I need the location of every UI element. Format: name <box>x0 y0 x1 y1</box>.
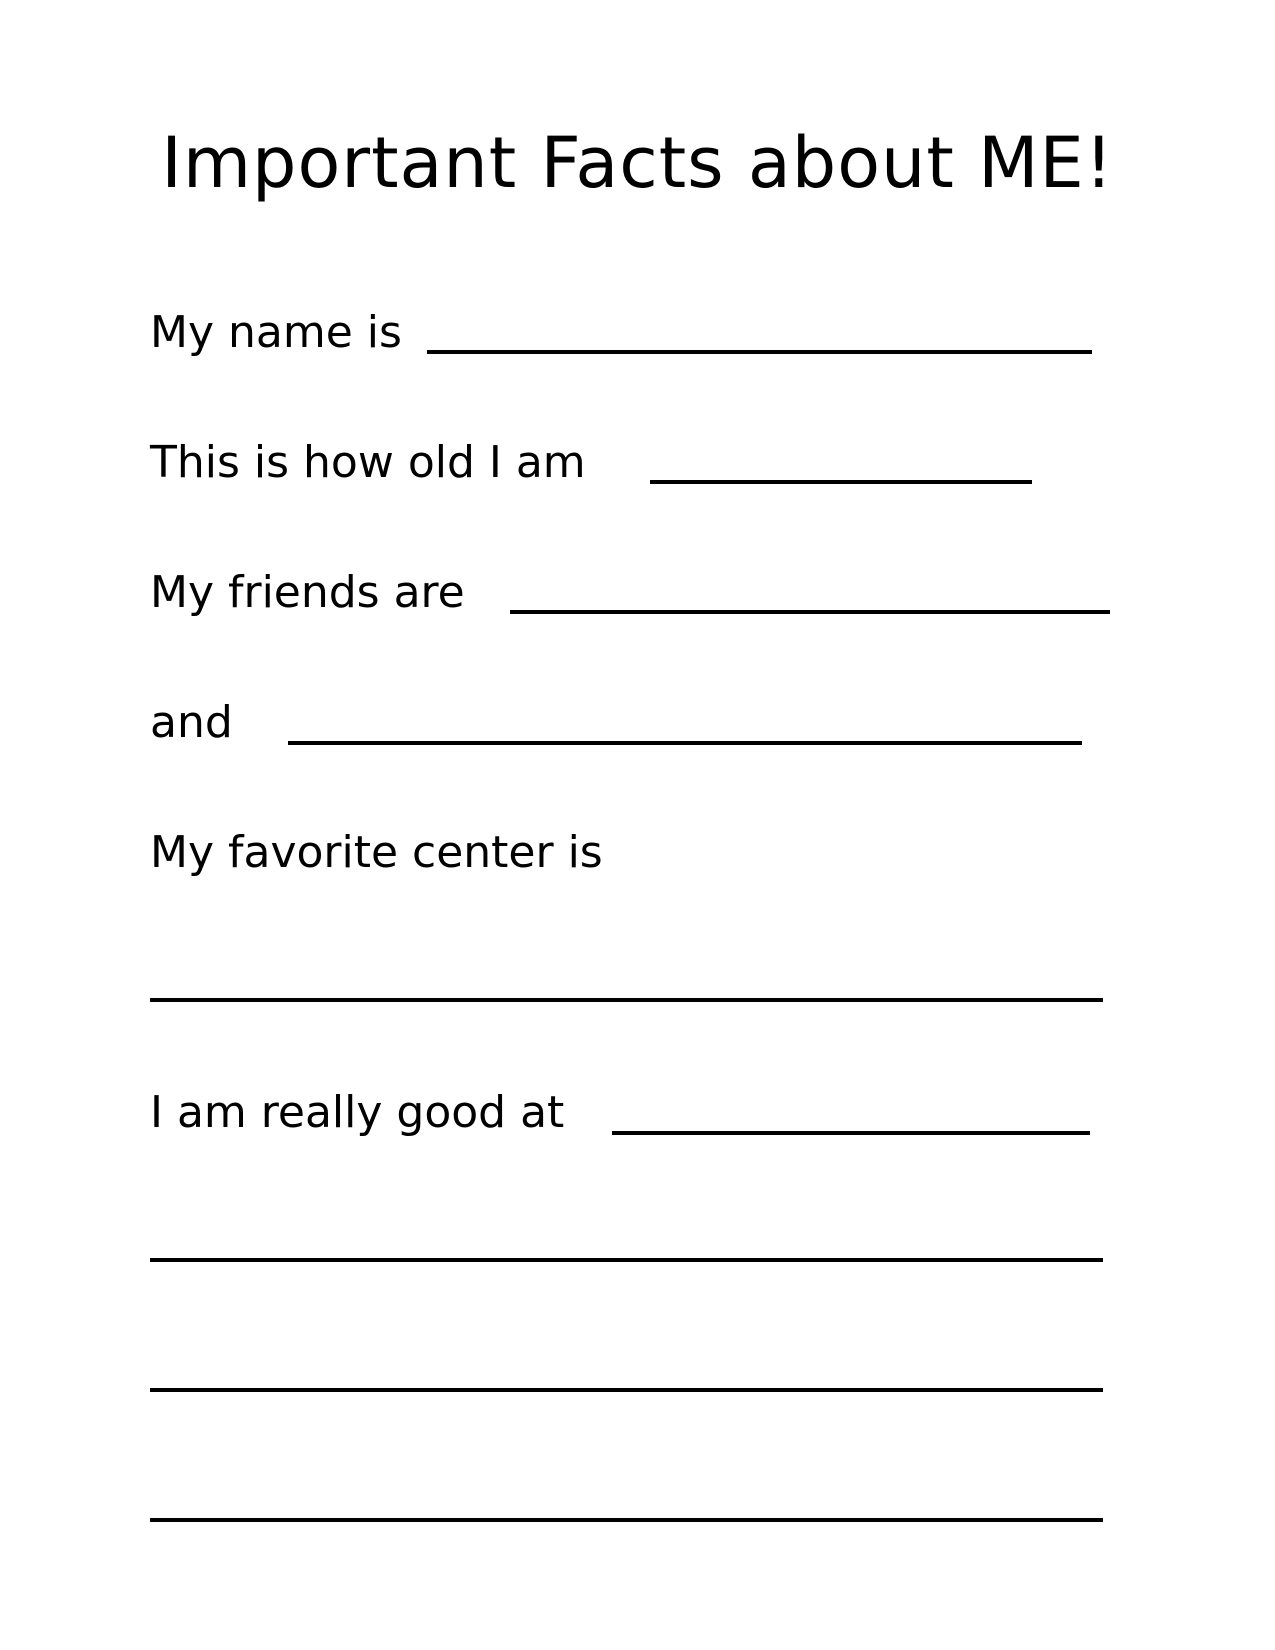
good-at-answer-line[interactable] <box>612 1131 1090 1135</box>
prompt-favorite-center: My favorite center is <box>150 827 603 878</box>
good-at-extra-line-3[interactable] <box>150 1518 1103 1522</box>
good-at-extra-line-2[interactable] <box>150 1388 1103 1392</box>
name-answer-line[interactable] <box>427 350 1092 354</box>
good-at-extra-line-1[interactable] <box>150 1258 1103 1262</box>
prompt-good-at: I am really good at <box>150 1087 565 1138</box>
second-friend-answer-line[interactable] <box>288 741 1082 745</box>
prompt-age: This is how old I am <box>150 437 586 488</box>
worksheet-title: Important Facts about ME! <box>161 122 1114 204</box>
friends-answer-line[interactable] <box>510 610 1110 614</box>
prompt-friends: My friends are <box>150 567 465 618</box>
age-answer-line[interactable] <box>650 480 1032 484</box>
prompt-name: My name is <box>150 307 402 358</box>
prompt-and: and <box>150 697 233 748</box>
favorite-center-answer-line[interactable] <box>150 998 1103 1002</box>
